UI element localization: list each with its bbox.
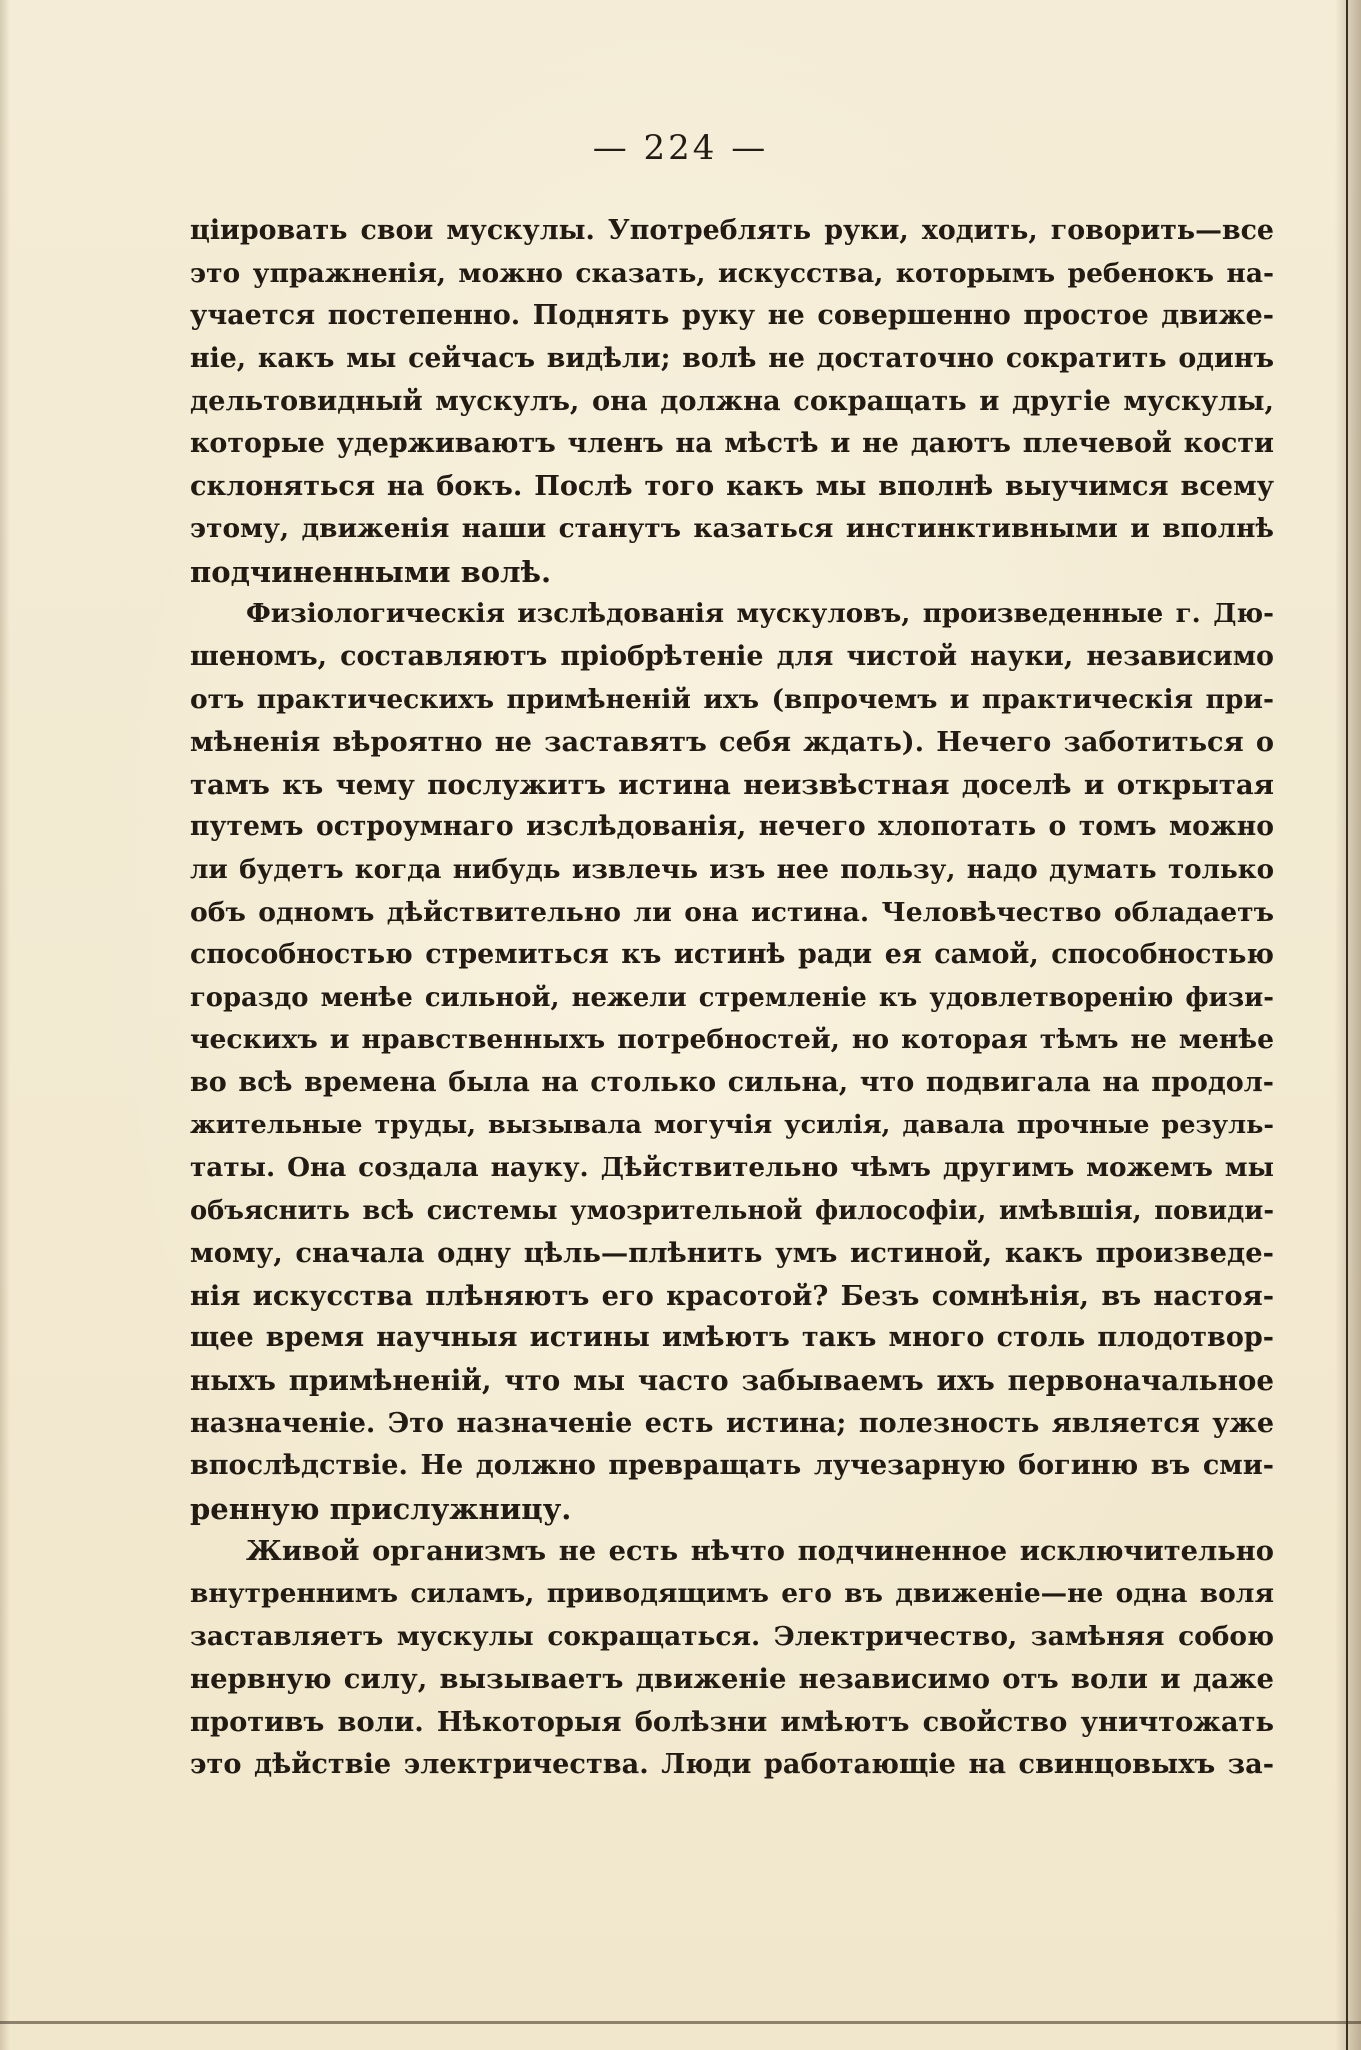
text-line: мѣненія вѣроятно не заставятъ себя ждать). Нечего заботиться о [190, 726, 1274, 759]
text-line: склоняться на бокъ. Послѣ того какъ мы вполнѣ выучимся всему [190, 470, 1274, 502]
text-line: это дѣйствіе электричества. Люди работающіе на свинцовыхъ за- [190, 1748, 1274, 1781]
text-line: подчиненными волѣ. [190, 554, 552, 589]
text-line: впослѣдствіе. Не должно превращать лучезарную богиню въ сми- [190, 1450, 1274, 1482]
text-line: объяснить всѣ системы умозрительной философіи, имѣвшія, повиди- [190, 1195, 1274, 1226]
text-line: путемъ остроумнаго изслѣдованія, нечего хлопотать о томъ можно [190, 811, 1274, 843]
text-line: это упражненія, можно сказать, искусства, которымъ ребенокъ на- [190, 257, 1274, 289]
text-line: ренную прислужницу. [190, 1491, 572, 1526]
text-line: гораздо менѣе сильной, нежели стремленіе къ удовлетворенію физи- [190, 982, 1274, 1013]
page-border-right [1346, 0, 1348, 2050]
text-line: таты. Она создала науку. Дѣйствительно чѣмъ другимъ можемъ мы [190, 1152, 1274, 1184]
text-line: ли будетъ когда нибудь извлечь изъ нее пользу, надо думать только [190, 853, 1274, 885]
page-number: — 224 — [592, 128, 769, 168]
body-text [190, 210, 1274, 1786]
text-line: объ одномъ дѣйствительно ли она истина. Человѣчество обладаетъ [190, 896, 1274, 928]
text-line: которые удерживаютъ членъ на мѣстѣ и не даютъ плечевой кости [190, 427, 1274, 459]
text-line: заставляетъ мускулы сокращаться. Электричество, замѣняя собою [190, 1620, 1274, 1652]
text-line: тамъ къ чему послужитъ истина неизвѣстная доселѣ и открытая [190, 768, 1274, 801]
text-line: ціировать свои мускулы. Употреблять руки, ходить, говорить—все [190, 215, 1274, 246]
text-line: учается постепенно. Поднять руку не совершенно простое движе- [190, 300, 1274, 332]
text-line: способностью стремиться къ истинѣ ради ея самой, способностью [190, 939, 1274, 971]
text-line: этому, движенія наши станутъ казаться инстинктивными и вполнѣ [190, 513, 1274, 545]
page-border-bottom [0, 2021, 1361, 2024]
text-line: Живой организмъ не есть нѣчто подчиненное исключительно [246, 1535, 1274, 1568]
text-line: во всѣ времена была на столько сильна, что подвигала на продол- [190, 1066, 1274, 1098]
text-line: внутреннимъ силамъ, приводящимъ его въ движеніе—не одна воля [190, 1578, 1274, 1609]
text-line: жительные труды, вызывала могучія усилія, давала прочные резуль- [190, 1110, 1274, 1141]
text-line: шеномъ, составляютъ пріобрѣтеніе для чистой науки, независимо [190, 640, 1274, 672]
text-line: противъ воли. Нѣкоторыя болѣзни имѣютъ свойство уничтожать [190, 1705, 1274, 1738]
spine-shadow [1335, 0, 1361, 2050]
text-line: нервную силу, вызываетъ движеніе независимо отъ воли и даже [190, 1663, 1274, 1696]
text-line: дельтовидный мускулъ, она должна сокращать и другіе мускулы, [190, 385, 1274, 418]
text-line: ныхъ примѣненій, что мы часто забываемъ ихъ первоначальное [190, 1364, 1274, 1398]
text-line: щее время научныя истины имѣютъ такъ много столь плодотвор- [190, 1322, 1274, 1354]
text-line: ніе, какъ мы сейчасъ видѣли; волѣ не достаточно сократить одинъ [190, 342, 1274, 374]
text-line: Физіологическія изслѣдованія мускуловъ, произведенные г. Дю- [246, 598, 1274, 630]
text-line: ческихъ и нравственныхъ потребностей, но которая тѣмъ не менѣе [190, 1024, 1274, 1056]
text-line: отъ практическихъ примѣненій ихъ (впрочемъ и практическія при- [190, 683, 1274, 715]
page-edge-shadow [0, 0, 10, 2050]
text-line: назначеніе. Это назначеніе есть истина; полезность является уже [190, 1407, 1274, 1439]
text-line: нія искусства плѣняютъ его красотой? Безъ сомнѣнія, въ настоя- [190, 1279, 1274, 1312]
text-line: мому, сначала одну цѣль—плѣнить умъ истиной, какъ произведе- [190, 1237, 1274, 1270]
